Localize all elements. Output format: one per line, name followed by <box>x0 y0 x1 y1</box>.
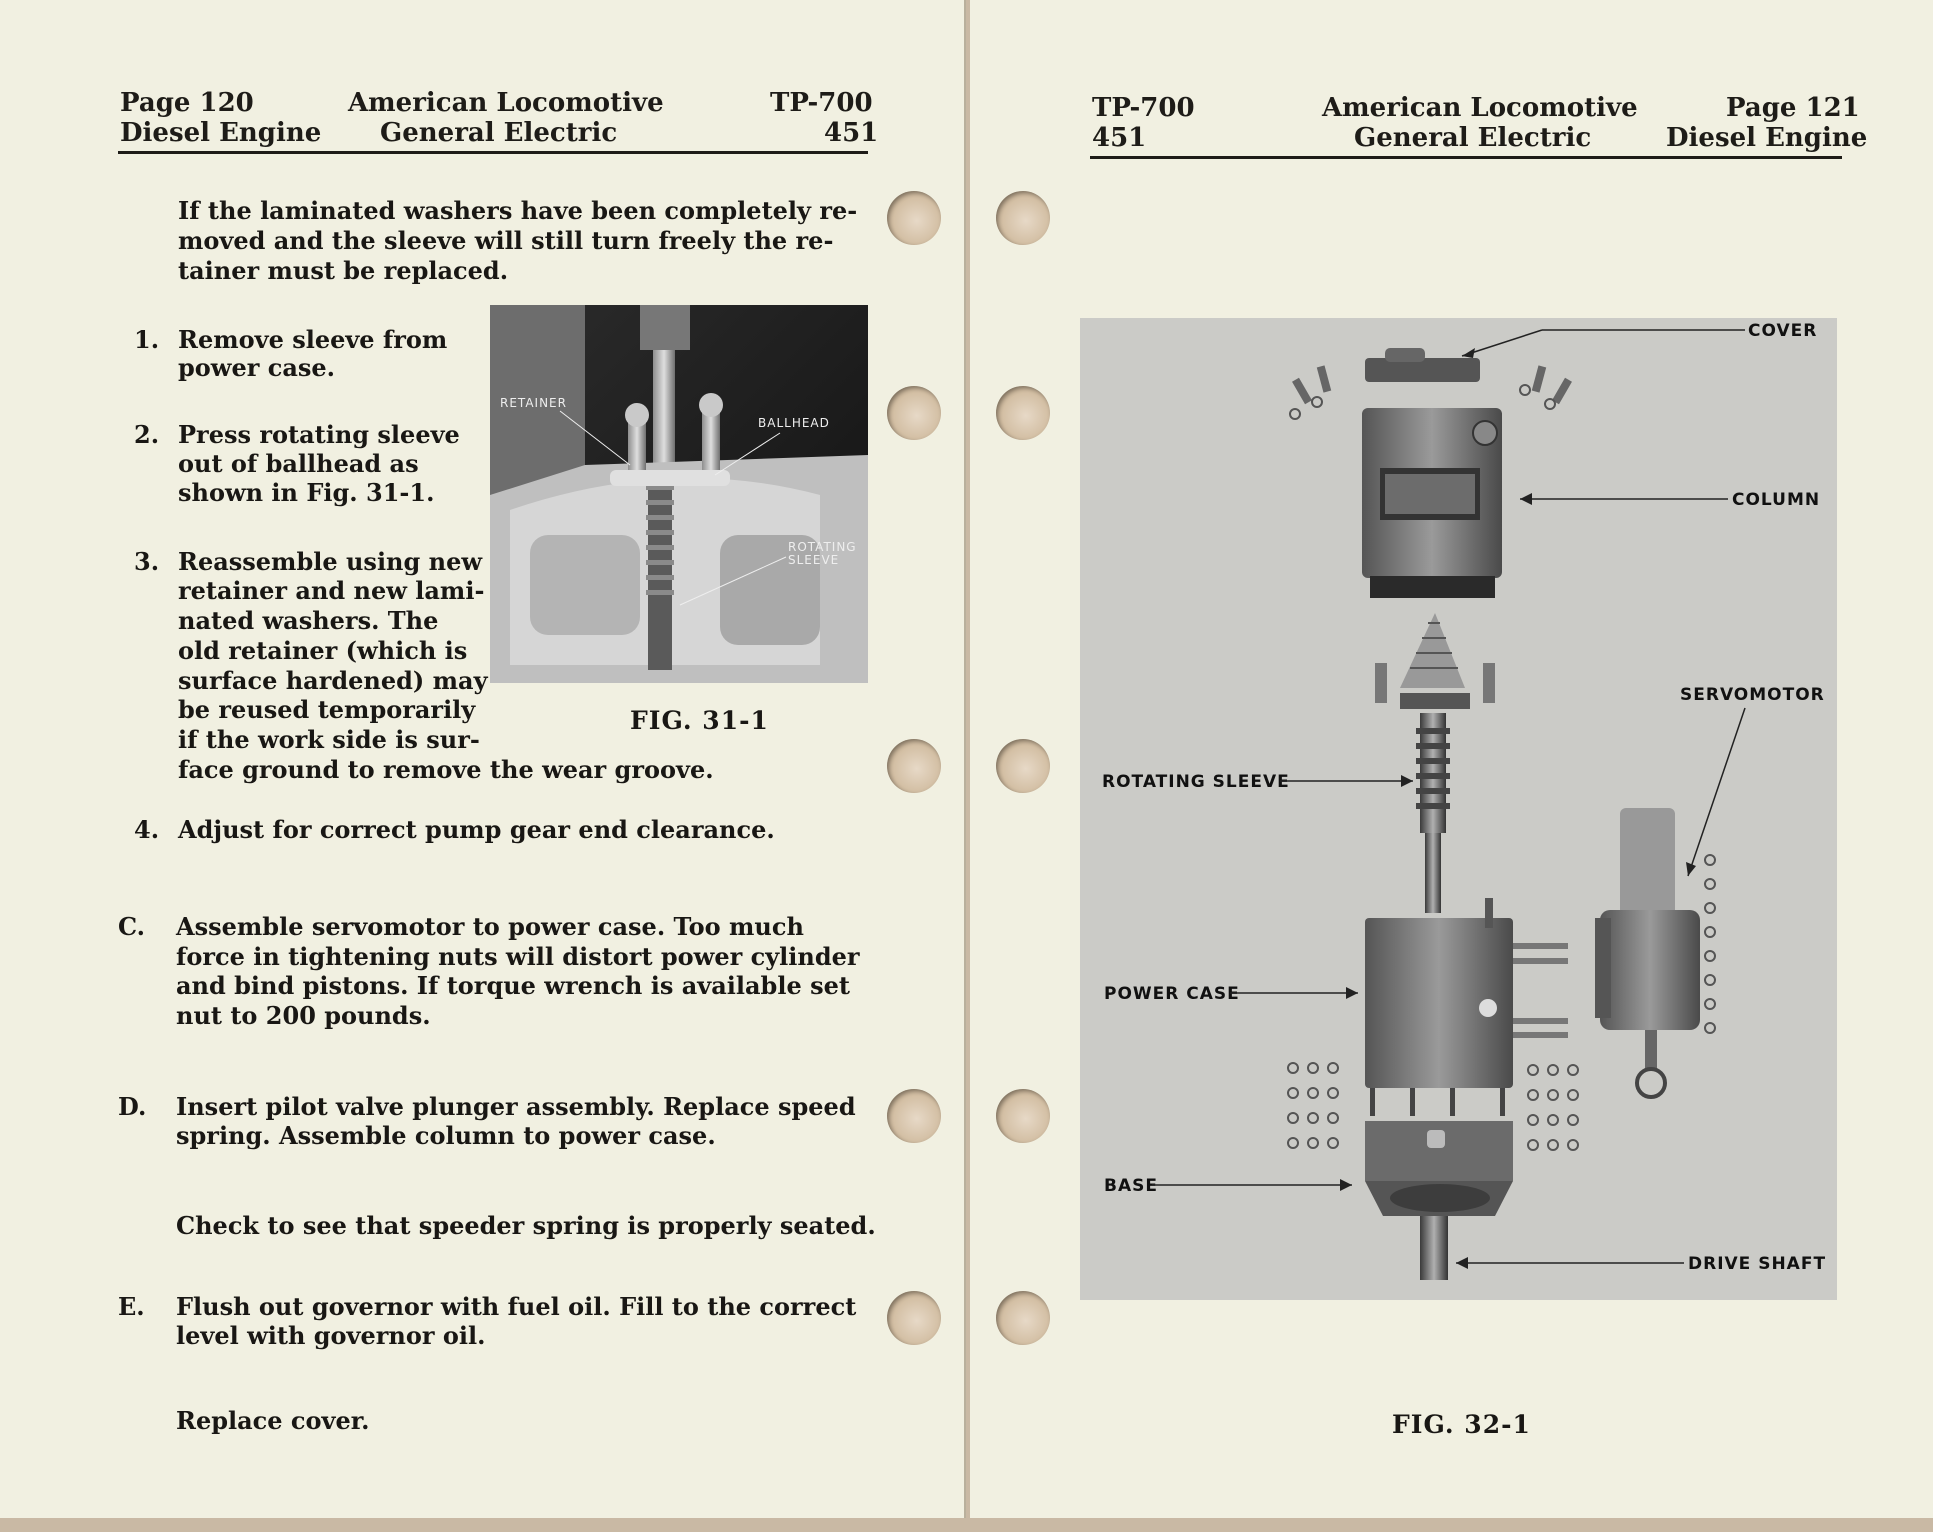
binder-hole-left-2 <box>887 386 941 440</box>
check-note: Check to see that speeder spring is properly seated. <box>176 1211 876 1240</box>
left-doc-number: TP-700 <box>770 88 873 118</box>
step-2-line-2: out of ballhead as <box>178 449 419 478</box>
label-drive-shaft: DRIVE SHAFT <box>1688 1254 1827 1274</box>
replace-note: Replace cover. <box>176 1406 370 1435</box>
step-c-line-2: force in tightening nuts will distort power cylinder <box>176 942 860 971</box>
label-power-case: POWER CASE <box>1104 984 1240 1004</box>
step-3-line-7: if the work side is sur- <box>178 725 480 754</box>
step-c-letter: C. <box>118 912 146 941</box>
left-header-rule <box>118 151 868 154</box>
left-partner: General Electric <box>380 118 618 148</box>
binder-hole-right-5 <box>996 1291 1050 1345</box>
label-ballhead: BALLHEAD <box>758 416 830 430</box>
step-3-line-4: old retainer (which is <box>178 636 468 665</box>
step-d-line-1: Insert pilot valve plunger assembly. Replace speed <box>176 1092 856 1121</box>
right-doc-sub: 451 <box>1092 123 1147 153</box>
step-2-line-3: shown in Fig. 31-1. <box>178 478 435 507</box>
binder-hole-right-1 <box>996 191 1050 245</box>
label-rotating: ROTATING <box>788 540 857 554</box>
left-company: American Locomotive <box>348 88 664 118</box>
step-e-line-2: level with governor oil. <box>176 1321 486 1350</box>
step-3-line-6: be reused temporarily <box>178 695 476 724</box>
step-3-line-1: Reassemble using new <box>178 547 483 576</box>
label-cover: COVER <box>1748 321 1818 341</box>
step-1-line-1: Remove sleeve from <box>178 325 448 354</box>
step-3-line-8: face ground to remove the wear groove. <box>178 755 714 784</box>
right-section-title: Diesel Engine <box>1666 123 1868 153</box>
step-3-line-2: retainer and new lami- <box>178 576 485 605</box>
intro-line-1: If the laminated washers have been completely re- <box>178 196 858 225</box>
binder-hole-left-4 <box>887 1089 941 1143</box>
binder-hole-left-3 <box>887 739 941 793</box>
step-d-letter: D. <box>118 1092 147 1121</box>
label-sleeve: SLEEVE <box>788 553 840 567</box>
figure-32-1-photo <box>1080 318 1837 1300</box>
right-header-rule <box>1090 156 1842 159</box>
label-retainer: RETAINER <box>500 396 567 410</box>
figure-31-1-caption: FIG. 31-1 <box>630 706 769 735</box>
step-1-line-2: power case. <box>178 353 336 382</box>
step-2-number: 2. <box>134 420 160 449</box>
left-doc-sub: 451 <box>824 118 879 148</box>
intro-line-3: tainer must be replaced. <box>178 256 509 285</box>
step-2-line-1: Press rotating sleeve <box>178 420 460 449</box>
intro-line-2: moved and the sleeve will still turn freely the re- <box>178 226 834 255</box>
step-4-number: 4. <box>134 815 160 844</box>
left-page-number: Page 120 <box>120 88 254 118</box>
label-base: BASE <box>1104 1176 1158 1196</box>
binder-hole-right-4 <box>996 1089 1050 1143</box>
step-3-line-3: nated washers. The <box>178 606 439 635</box>
step-e-line-1: Flush out governor with fuel oil. Fill to the correct <box>176 1292 857 1321</box>
step-c-line-1: Assemble servomotor to power case. Too much <box>176 912 804 941</box>
figure-31-1-photo <box>490 305 868 683</box>
label-rotating-sleeve: ROTATING SLEEVE <box>1102 772 1290 792</box>
step-c-line-3: and bind pistons. If torque wrench is available set <box>176 971 850 1000</box>
right-company: American Locomotive <box>1322 93 1638 123</box>
binder-hole-right-2 <box>996 386 1050 440</box>
label-servomotor: SERVOMOTOR <box>1680 685 1825 705</box>
figure-32-1-caption: FIG. 32-1 <box>1392 1410 1531 1439</box>
label-column: COLUMN <box>1732 490 1821 510</box>
step-d-line-2: spring. Assemble column to power case. <box>176 1121 716 1150</box>
left-section-title: Diesel Engine <box>120 118 322 148</box>
step-3-line-5: surface hardened) may <box>178 666 488 695</box>
step-e-letter: E. <box>118 1292 145 1321</box>
left-page <box>0 0 966 1518</box>
step-3-number: 3. <box>134 547 160 576</box>
binder-hole-left-5 <box>887 1291 941 1345</box>
step-1-number: 1. <box>134 325 160 354</box>
right-doc-number: TP-700 <box>1092 93 1195 123</box>
step-4-text: Adjust for correct pump gear end clearance. <box>178 815 775 844</box>
binder-hole-left-1 <box>887 191 941 245</box>
right-partner: General Electric <box>1354 123 1592 153</box>
step-c-line-4: nut to 200 pounds. <box>176 1001 431 1030</box>
binder-hole-right-3 <box>996 739 1050 793</box>
right-page-number: Page 121 <box>1726 93 1860 123</box>
